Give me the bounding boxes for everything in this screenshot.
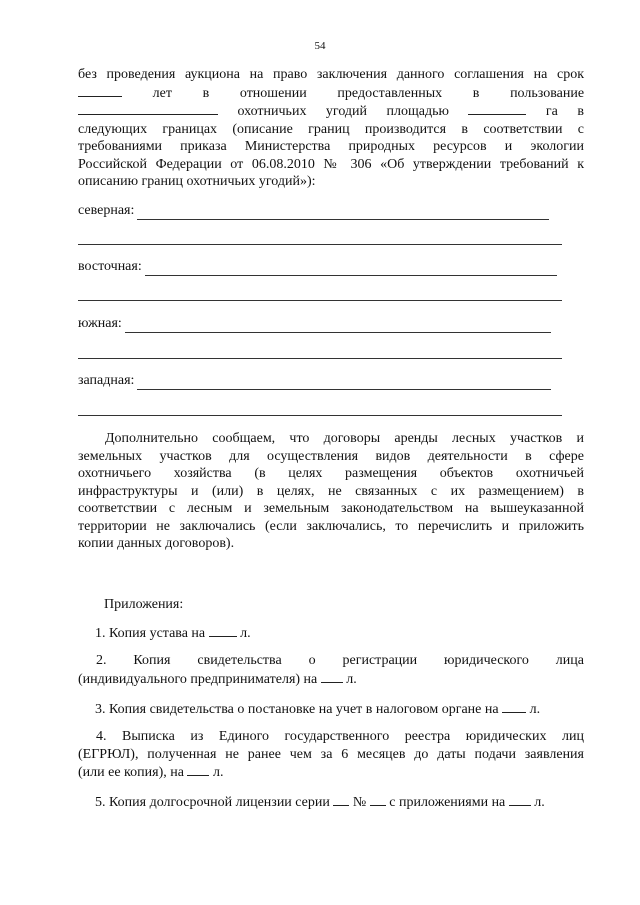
page-number: 54: [314, 40, 326, 52]
north-border-label: северная:: [78, 203, 135, 218]
intro-line-1: без проведения аукциона на право заключения данного соглашения на срок: [78, 67, 584, 82]
intro-paragraph: [78, 66, 584, 191]
attachment-item-3: 3. Копия свидетельства о постановке на учет в налоговом органе на л.: [95, 702, 541, 717]
intro-line-5: требованиями приказа Министерства природных ресурсов и экологии: [78, 139, 584, 154]
item4-pages-blank[interactable]: [187, 763, 209, 776]
item3-pages-blank[interactable]: [502, 700, 526, 713]
intro-line-7: описанию границ охотничьих угодий»):: [78, 174, 316, 189]
item1-pages-blank[interactable]: [209, 624, 237, 637]
south-border-field-2[interactable]: [78, 358, 562, 359]
intro-line-3: охотничьих угодий площадью га в: [78, 102, 584, 121]
north-border-row: [78, 202, 549, 220]
attachment-item-1: 1. Копия устава на л.: [95, 626, 251, 641]
attachment-item-5: 5. Копия долгосрочной лицензии серии № с приложениями на л.: [95, 795, 545, 810]
south-border-row: [78, 315, 551, 333]
west-border-row: [78, 372, 551, 390]
additional-paragraph: Дополнительно сообщаем, что договоры аренды лесных участков и земельных участков для осуществления видов деятельности в сфере охотничьего хозяйства (в целях размещения объектов охотничьей инфраструктуры и (или) в целях, не связанных с их размещением) в соответствии с лесным и земельным законодательством на вышеуказанной территории не заключались (если заключались, то перечислить и приложить копии данных договоров).: [78, 431, 584, 551]
south-border-label: южная:: [78, 316, 122, 331]
item2-pages-blank[interactable]: [321, 670, 343, 683]
east-border-row: [78, 258, 557, 276]
east-border-label: восточная:: [78, 259, 142, 274]
west-border-field-2[interactable]: [78, 415, 562, 416]
west-border-field[interactable]: [137, 376, 551, 390]
intro-line-4: следующих границах (описание границ производится в соответствии с: [78, 121, 584, 137]
attachments-heading: Приложения:: [104, 597, 184, 612]
attachment-item-4: 4. Выписка из Единого государственного реестра юридических лиц (ЕГРЮЛ), полученная не ранее чем за 6 месяцев до даты подачи заявления (или ее копия), на л.: [78, 729, 584, 780]
license-series-blank[interactable]: [333, 793, 349, 806]
north-border-field-2[interactable]: [78, 244, 562, 245]
east-border-field-2[interactable]: [78, 300, 562, 301]
license-number-blank[interactable]: [370, 793, 386, 806]
attachment-item-2: 2. Копия свидетельства о регистрации юридического лица (индивидуального предпринимателя) на л.: [78, 653, 584, 687]
south-border-field[interactable]: [125, 319, 551, 333]
item5-pages-blank[interactable]: [509, 793, 531, 806]
area-blank: [468, 102, 526, 115]
user-blank: [78, 102, 218, 115]
east-border-field[interactable]: [145, 262, 557, 276]
intro-line-6: Российской Федерации от 06.08.2010 № 306 «Об утверждении требований к: [78, 156, 584, 172]
intro-line-2: лет в отношении предоставленных в пользование: [78, 84, 584, 103]
north-border-field[interactable]: [137, 206, 549, 220]
term-blank: [78, 84, 122, 97]
west-border-label: западная:: [78, 373, 135, 388]
